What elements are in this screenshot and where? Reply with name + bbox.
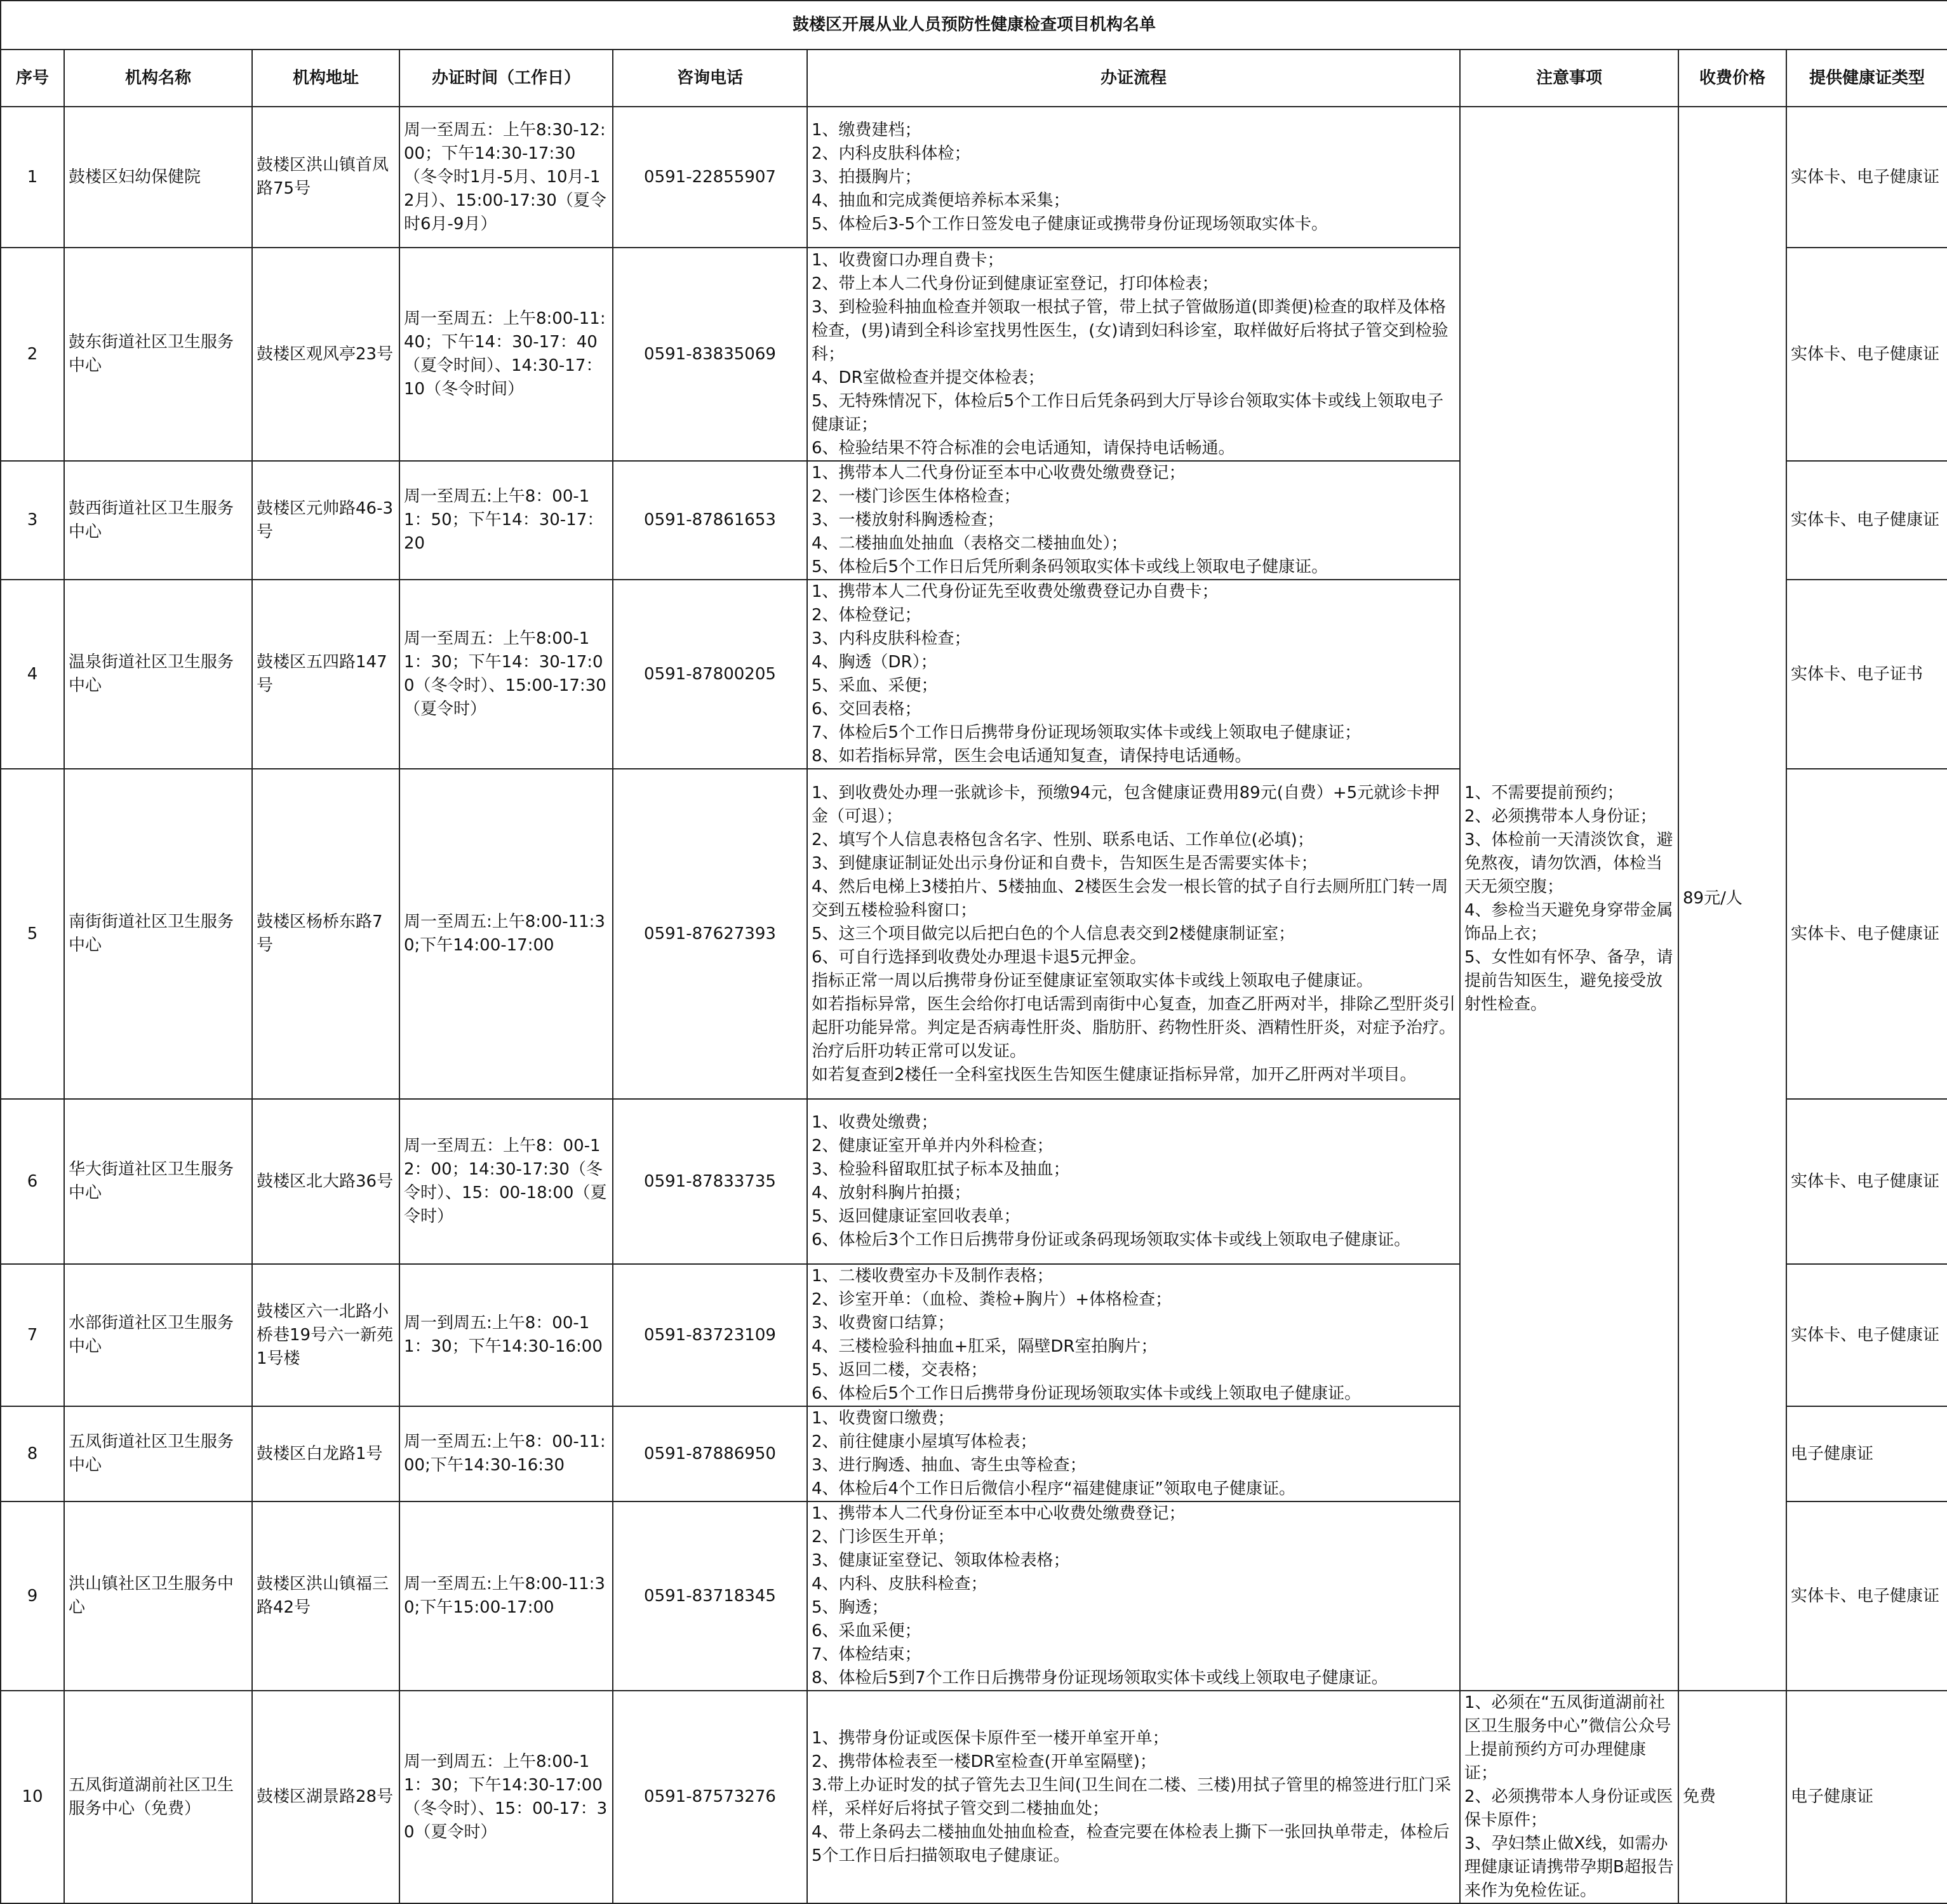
phone-cell: 0591-87886950 (613, 1406, 807, 1501)
process-step: 6、可自行选择到收费处办理退卡退5元押金。 (812, 947, 1147, 967)
office-hours-cell: 周一至周五:上午8:00-11:30;下午15:00-17:00 (399, 1501, 613, 1691)
process-step: 5、胸透； (812, 1598, 888, 1617)
certificate-type-cell: 实体卡、电子健康证 (1786, 1501, 1947, 1691)
note-item: 1、不需要提前预约； (1464, 783, 1624, 802)
institution-name-cell: 鼓东街道社区卫生服务中心 (64, 248, 252, 461)
process-step: 7、体检结束； (812, 1645, 921, 1664)
certificate-type-cell: 电子健康证 (1786, 1406, 1947, 1501)
process-step: 5、返回二楼，交表格； (812, 1361, 987, 1380)
process-step: 4、体检后4个工作日后微信小程序“福建健康证”领取电子健康证。 (812, 1479, 1296, 1498)
process-step: 4、然后电梯上3楼拍片、5楼抽血、2楼医生会发一根长管的拭子自行去厕所肛门转一周交到五楼检验科窗口； (812, 877, 1449, 920)
institution-name-cell: 鼓楼区妇幼保健院 (64, 107, 252, 248)
phone-cell: 0591-87833735 (613, 1099, 807, 1264)
row-number-cell: 6 (1, 1099, 64, 1264)
process-cell (807, 107, 1460, 248)
institution-name-cell: 南街街道社区卫生服务中心 (64, 769, 252, 1099)
phone-cell: 0591-87861653 (613, 461, 807, 580)
process-step: 8、体检后5到7个工作日后携带身份证现场领取实体卡或线上领取电子健康证。 (812, 1668, 1388, 1688)
process-step: 2、携带体检表至一楼DR室检查(开单室隔壁)； (812, 1752, 1156, 1771)
header-cell: 机构名称 (64, 50, 252, 107)
institution-address-cell: 鼓楼区观风亭23号 (252, 248, 399, 461)
row-number-cell: 9 (1, 1501, 64, 1691)
header-cell: 提供健康证类型 (1786, 50, 1947, 107)
note-item: 3、体检前一天清淡饮食，避免熬夜，请勿饮酒，体检当天无须空腹； (1464, 830, 1673, 896)
process-step: 6、采血采便； (812, 1621, 921, 1641)
office-hours-cell: 周一至周五:上午8:00-11:30;下午14:00-17:00 (399, 769, 613, 1099)
process-step: 6、体检后3个工作日后携带身份证或条码现场领取实体卡或线上领取电子健康证。 (812, 1230, 1411, 1249)
process-step: 4、DR室做检查并提交体检表； (812, 368, 1045, 387)
process-cell (807, 1099, 1460, 1264)
process-step: 3、一楼放射科胸透检查； (812, 510, 1004, 529)
row-number-cell: 8 (1, 1406, 64, 1501)
office-hours-cell: 周一至周五:上午8：00-11:00;下午14:30-16:30 (399, 1406, 613, 1501)
process-step: 5、返回健康证室回收表单； (812, 1207, 1020, 1226)
process-step: 3、进行胸透、抽血、寄生虫等检查； (812, 1456, 1087, 1475)
process-step: 1、缴费建档； (812, 120, 921, 140)
institution-address-cell: 鼓楼区六一北路小桥巷19号六一新苑1号楼 (252, 1264, 399, 1406)
row-number-cell: 1 (1, 107, 64, 248)
note-item: 1、必须在“五凤街道湖前社区卫生服务中心”微信公众号上提前预约方可办理健康证； (1464, 1693, 1671, 1783)
institution-name-cell: 温泉街道社区卫生服务中心 (64, 580, 252, 769)
certificate-type-cell: 实体卡、电子健康证 (1786, 461, 1947, 580)
table-row (1, 107, 1947, 248)
process-step: 3、健康证室登记、领取体检表格； (812, 1551, 1070, 1570)
institution-address-cell: 鼓楼区湖景路28号 (252, 1691, 399, 1903)
institution-name-cell: 五凤街道湖前社区卫生服务中心（免费） (64, 1691, 252, 1903)
process-step: 5、体检后3-5个工作日签发电子健康证或携带身份证现场领取实体卡。 (812, 214, 1328, 234)
phone-cell: 0591-87800205 (613, 580, 807, 769)
process-step: 4、放射科胸片拍摄； (812, 1183, 971, 1202)
process-step: 1、收费处缴费； (812, 1113, 938, 1132)
header-cell: 办证时间（工作日） (399, 50, 613, 107)
header-cell: 收费价格 (1678, 50, 1786, 107)
table-row (1, 1691, 1947, 1903)
process-step: 6、体检后5个工作日后携带身份证现场领取实体卡或线上领取电子健康证。 (812, 1384, 1362, 1403)
header-cell: 办证流程 (807, 50, 1460, 107)
process-step: 4、带上条码去二楼抽血处抽血检查，检查完要在体检表上撕下一张回执单带走，体检后5个工作日后扫描领取电子健康证。 (812, 1822, 1450, 1865)
institution-address-cell: 鼓楼区洪山镇首凤路75号 (252, 107, 399, 248)
process-step: 如若指标异常，医生会给你打电话需到南街中心复查，加查乙肝两对半，排除乙型肝炎引起肝功能异常。判定是否病毒性肝炎、脂肪肝、药物性肝炎、酒精性肝炎，对症予治疗。治疗后肝功转正常可以发证。 (812, 994, 1456, 1061)
process-cell (807, 248, 1460, 461)
process-step: 如若复查到2楼任一全科室找医生告知医生健康证指标异常，加开乙肝两对半项目。 (812, 1065, 1417, 1084)
process-step: 3、内科皮肤科检查； (812, 629, 971, 648)
process-step: 5、这三个项目做完以后把白色的个人信息表交到2楼健康制证室； (812, 924, 1295, 943)
note-item: 5、女性如有怀孕、备孕，请提前告知医生，避免接受放射性检查。 (1464, 947, 1673, 1014)
office-hours-cell: 周一至周五：上午8:00-11:40；下午14：30-17：40（夏令时间）、14:30-17：10（冬令时间） (399, 248, 613, 461)
process-step: 6、交回表格； (812, 700, 921, 719)
process-step: 2、前往健康小屋填写体检表； (812, 1432, 1037, 1451)
institution-name-cell: 水部街道社区卫生服务中心 (64, 1264, 252, 1406)
process-step: 5、无特殊情况下，体检后5个工作日后凭条码到大厅导诊台领取实体卡或线上领取电子健康证； (812, 391, 1444, 434)
process-step: 1、携带身份证或医保卡原件至一楼开单室开单； (812, 1728, 1169, 1748)
institution-address-cell: 鼓楼区杨桥东路7号 (252, 769, 399, 1099)
row-number-cell: 10 (1, 1691, 64, 1903)
process-step: 3、收费窗口结算； (812, 1314, 954, 1333)
process-step: 4、内科、皮肤科检查； (812, 1574, 987, 1594)
office-hours-cell: 周一至周五:上午8：00-11：50；下午14：30-17：20 (399, 461, 613, 580)
office-hours-cell: 周一至周五：上午8:00-11：30；下午14：30-17:00（冬令时）、15:00-17:30（夏令时） (399, 580, 613, 769)
certificate-type-cell: 电子健康证 (1786, 1691, 1947, 1903)
institution-address-cell: 鼓楼区北大路36号 (252, 1099, 399, 1264)
certificate-type-cell: 实体卡、电子健康证 (1786, 1099, 1947, 1264)
note-item: 2、必须携带本人身份证； (1464, 806, 1657, 826)
note-item: 4、参检当天避免身穿带金属饰品上衣； (1464, 900, 1673, 943)
process-step: 4、三楼检验科抽血+肛采，隔壁DR室拍胸片； (812, 1337, 1158, 1356)
process-step: 1、收费窗口办理自费卡； (812, 250, 1004, 270)
office-hours-cell: 周一至周五：上午8：00-12：00；14:30-17:30（冬令时）、15：00-18:00（夏令时） (399, 1099, 613, 1264)
process-step: 2、诊室开单：（血检、粪检+胸片）+体格检查； (812, 1290, 1172, 1309)
row-number-cell: 3 (1, 461, 64, 580)
process-cell (807, 461, 1460, 580)
note-item: 2、必须携带本人身份证或医保卡原件； (1464, 1787, 1673, 1830)
process-step: 3.带上办证时发的拭子管先去卫生间(卫生间在二楼、三楼)用拭子管里的棉签进行肛门采样，采样好后将拭子管交到二楼抽血处； (812, 1775, 1452, 1818)
certificate-type-cell: 实体卡、电子证书 (1786, 580, 1947, 769)
institution-name-cell: 五凤街道社区卫生服务中心 (64, 1406, 252, 1501)
price-cell: 免费 (1678, 1691, 1786, 1903)
institution-name-cell: 洪山镇社区卫生服务中心 (64, 1501, 252, 1691)
process-step: 2、体检登记； (812, 606, 921, 625)
phone-cell: 0591-87573276 (613, 1691, 807, 1903)
header-cell: 序号 (1, 50, 64, 107)
process-step: 1、到收费处办理一张就诊卡，预缴94元，包含健康证费用89元(自费）+5元就诊卡押金（可退）； (812, 783, 1440, 826)
process-step: 2、内科皮肤科体检； (812, 143, 971, 163)
process-step: 2、健康证室开单并内外科检查； (812, 1136, 1054, 1155)
process-step: 5、体检后5个工作日后凭所剩条码领取实体卡或线上领取电子健康证。 (812, 557, 1328, 576)
row-number-cell: 7 (1, 1264, 64, 1406)
process-cell (807, 1406, 1460, 1501)
process-step: 8、如若指标异常，医生会电话通知复查，请保持电话通畅。 (812, 747, 1252, 766)
phone-cell: 0591-22855907 (613, 107, 807, 248)
process-step: 5、采血、采便； (812, 676, 938, 695)
process-step: 3、到检验科抽血检查并领取一根拭子管，带上拭子管做肠道(即粪便)检查的取样及体格检查，(男)请到全科诊室找男性医生，(女)请到妇科诊室，取样做好后将拭子管交到检验科； (812, 297, 1449, 364)
process-cell (807, 1691, 1460, 1903)
institution-address-cell: 鼓楼区五四路147号 (252, 580, 399, 769)
header-cell: 机构地址 (252, 50, 399, 107)
process-step: 1、收费窗口缴费； (812, 1409, 954, 1428)
process-step: 1、二楼收费室办卡及制作表格； (812, 1267, 1054, 1286)
process-step: 3、检验科留取肛拭子标本及抽血； (812, 1160, 1070, 1179)
process-cell (807, 1501, 1460, 1691)
row-number-cell: 2 (1, 248, 64, 461)
process-step: 4、胸透（DR）； (812, 653, 937, 672)
office-hours-cell: 周一至周五：上午8:30-12:00；下午14:30-17:30（冬令时1月-5月、10月-12月）、15:00-17:30（夏令时6月-9月） (399, 107, 613, 248)
office-hours-cell: 周一到周五：上午8:00-11：30；下午14:30-17:00（冬令时）、15：00-17：30（夏令时） (399, 1691, 613, 1903)
table-title: 鼓楼区开展从业人员预防性健康检查项目机构名单 (1, 1, 1947, 50)
process-step: 2、一楼门诊医生体格检查； (812, 487, 1020, 506)
certificate-type-cell: 实体卡、电子健康证 (1786, 107, 1947, 248)
header-cell: 注意事项 (1460, 50, 1678, 107)
process-step: 1、携带本人二代身份证至本中心收费处缴费登记； (812, 463, 1186, 483)
institution-address-cell: 鼓楼区洪山镇福三路42号 (252, 1501, 399, 1691)
phone-cell: 0591-83723109 (613, 1264, 807, 1406)
notes-cell (1460, 1691, 1678, 1903)
process-cell (807, 580, 1460, 769)
process-step: 指标正常一周以后携带身份证至健康证室领取实体卡或线上领取电子健康证。 (812, 971, 1374, 990)
process-step: 4、抽血和完成粪便培养标本采集； (812, 190, 1070, 210)
process-step: 4、二楼抽血处抽血（表格交二楼抽血处）； (812, 534, 1128, 553)
process-step: 1、携带本人二代身份证先至收费处缴费登记办自费卡； (812, 582, 1219, 601)
certificate-type-cell: 实体卡、电子健康证 (1786, 248, 1947, 461)
phone-cell: 0591-83835069 (613, 248, 807, 461)
note-item: 3、孕妇禁止做X线，如需办理健康证请携带孕期B超报告来作为免检佐证。 (1464, 1834, 1674, 1900)
certificate-type-cell: 实体卡、电子健康证 (1786, 1264, 1947, 1406)
process-cell (807, 769, 1460, 1099)
process-step: 2、带上本人二代身份证到健康证室登记，打印体检表； (812, 274, 1219, 293)
process-step: 2、门诊医生开单； (812, 1528, 954, 1547)
header-row (1, 50, 1947, 107)
institution-name-cell: 华大街道社区卫生服务中心 (64, 1099, 252, 1264)
process-step: 6、检验结果不符合标准的会电话通知，请保持电话畅通。 (812, 438, 1235, 458)
process-step: 3、拍摄胸片； (812, 167, 921, 187)
header-cell: 咨询电话 (613, 50, 807, 107)
process-step: 2、填写个人信息表格包含名字、性别、联系电话、工作单位(必填)； (812, 830, 1314, 849)
process-step: 1、携带本人二代身份证至本中心收费处缴费登记； (812, 1504, 1186, 1523)
process-step: 7、体检后5个工作日后携带身份证现场领取实体卡或线上领取电子健康证； (812, 723, 1362, 742)
certificate-type-cell: 实体卡、电子健康证 (1786, 769, 1947, 1099)
row-number-cell: 4 (1, 580, 64, 769)
phone-cell: 0591-87627393 (613, 769, 807, 1099)
institution-address-cell: 鼓楼区白龙路1号 (252, 1406, 399, 1501)
institution-address-cell: 鼓楼区元帅路46-3号 (252, 461, 399, 580)
table-body (1, 107, 1947, 1903)
process-cell (807, 1264, 1460, 1406)
office-hours-cell: 周一到周五:上午8：00-11：30；下午14:30-16:00 (399, 1264, 613, 1406)
notes-cell (1460, 107, 1678, 1691)
row-number-cell: 5 (1, 769, 64, 1099)
process-step: 3、到健康证制证处出示身份证和自费卡，告知医生是否需要实体卡； (812, 853, 1318, 873)
institution-name-cell: 鼓西街道社区卫生服务中心 (64, 461, 252, 580)
price-cell: 89元/人 (1678, 107, 1786, 1691)
phone-cell: 0591-83718345 (613, 1501, 807, 1691)
